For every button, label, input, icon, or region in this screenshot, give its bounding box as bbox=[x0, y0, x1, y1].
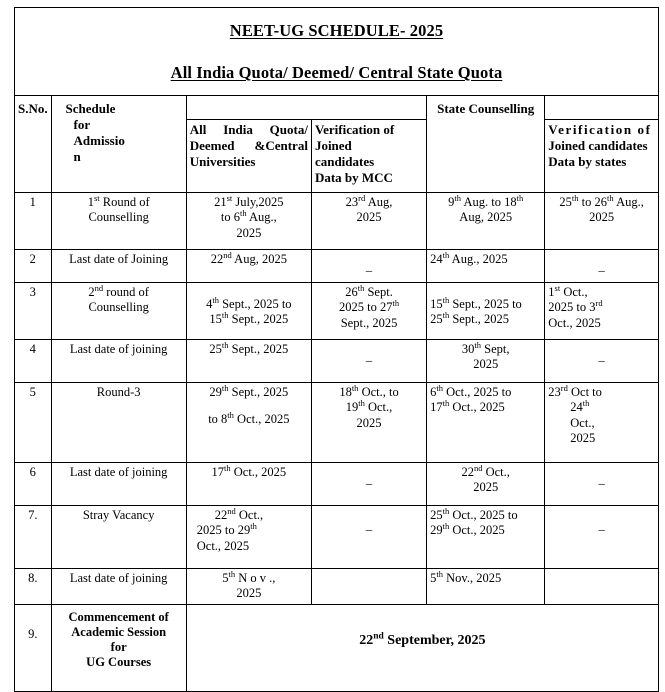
cell-all-india-quota: 21st July,2025 to 6th Aug., 2025 bbox=[186, 193, 311, 250]
header-schedule-line-1: Schedule bbox=[65, 101, 116, 116]
cell-state-counselling: 22nd Oct., 2025 bbox=[427, 463, 545, 506]
grid-container bbox=[15, 96, 659, 692]
cell-all-india-quota: 22nd Oct., 2025 to 29th Oct., 2025 bbox=[186, 506, 311, 569]
cell-verification-states: _ bbox=[545, 463, 658, 506]
cell-sno: 1 bbox=[15, 193, 51, 250]
table-row bbox=[15, 283, 658, 340]
table-row bbox=[15, 340, 658, 383]
table-row bbox=[15, 463, 658, 506]
cell-sno: 7. bbox=[15, 506, 51, 569]
cell-state-counselling: 6th Oct., 2025 to 17th Oct., 2025 bbox=[427, 383, 545, 463]
cell-verification-states: _ bbox=[545, 340, 658, 383]
cell-all-india-quota: 4th Sept., 2025 to 15th Sept., 2025 bbox=[186, 283, 311, 340]
cell-schedule: Round-3 bbox=[51, 383, 186, 463]
cell-commencement-date: 22nd September, 2025 bbox=[186, 604, 658, 691]
header-group-row bbox=[15, 96, 658, 120]
grid-row bbox=[15, 96, 659, 692]
header-schedule-line-3: Admissio bbox=[73, 132, 125, 148]
cell-verification-mcc: 18th Oct., to 19th Oct., 2025 bbox=[311, 383, 426, 463]
cell-sno: 9. bbox=[15, 604, 51, 691]
cell-schedule: Last date of Joining bbox=[51, 250, 186, 283]
table-row bbox=[15, 383, 658, 463]
cell-verification-states: _ bbox=[545, 250, 658, 283]
title-cell bbox=[15, 8, 659, 96]
header-states-line-2: Joined candidates bbox=[548, 137, 648, 153]
cell-sno: 4 bbox=[15, 340, 51, 383]
cell-verification-mcc: _ bbox=[311, 340, 426, 383]
cell-state-counselling: 30th Sept, 2025 bbox=[427, 340, 545, 383]
header-schedule-for-admission bbox=[51, 96, 186, 193]
table-row bbox=[15, 193, 658, 250]
header-states-line-3: Data by states bbox=[548, 153, 627, 169]
header-state-counselling: State Counselling bbox=[427, 96, 545, 193]
header-schedule-line-2: for bbox=[73, 116, 91, 132]
header-verification-mcc bbox=[311, 120, 426, 193]
table-row bbox=[15, 569, 658, 605]
cell-sno: 2 bbox=[15, 250, 51, 283]
cell-all-india-quota: 22nd Aug, 2025 bbox=[186, 250, 311, 283]
schedule-grid bbox=[15, 96, 658, 691]
header-mcc-line-2: Joined bbox=[314, 137, 352, 153]
header-schedule-line-4: n bbox=[73, 148, 81, 164]
table-row bbox=[15, 604, 658, 691]
cell-schedule: Stray Vacancy bbox=[51, 506, 186, 569]
cell-state-counselling: 9th Aug. to 18th Aug, 2025 bbox=[427, 193, 545, 250]
cell-verification-states bbox=[545, 569, 658, 605]
cell-state-counselling: 5th Nov., 2025 bbox=[427, 569, 545, 605]
cell-verification-states: _ bbox=[545, 506, 658, 569]
cell-schedule: Commencement of Academic Session for UG Courses bbox=[51, 604, 186, 691]
header-sno: S.No. bbox=[15, 96, 51, 193]
cell-verification-states: 1st Oct., 2025 to 3rd Oct., 2025 bbox=[545, 283, 658, 340]
cell-sno: 8. bbox=[15, 569, 51, 605]
header-mcc-line-3: candidates bbox=[314, 153, 375, 169]
cell-schedule: 1st Round of Counselling bbox=[51, 193, 186, 250]
cell-schedule: Last date of joining bbox=[51, 340, 186, 383]
table-row bbox=[15, 506, 658, 569]
blank-spacer bbox=[190, 400, 308, 412]
cell-verification-mcc: 23rd Aug, 2025 bbox=[311, 193, 426, 250]
cell-verification-mcc: _ bbox=[311, 463, 426, 506]
header-empty-spacer bbox=[186, 96, 426, 120]
header-states-line-1: Verification of bbox=[548, 122, 652, 137]
cell-schedule: Last date of joining bbox=[51, 463, 186, 506]
header-mcc-line-4: Data by MCC bbox=[314, 169, 393, 185]
header-verification-states bbox=[545, 120, 658, 193]
page-subtitle: All India Quota/ Deemed/ Central State Quota bbox=[170, 63, 503, 82]
cell-all-india-quota: 5th N o v ., 2025 bbox=[186, 569, 311, 605]
header-empty-spacer-right bbox=[545, 96, 658, 120]
cell-verification-mcc bbox=[311, 569, 426, 605]
cell-verification-mcc: _ bbox=[311, 506, 426, 569]
page-title: NEET-UG SCHEDULE- 2025 bbox=[229, 21, 444, 40]
cell-sno: 3 bbox=[15, 283, 51, 340]
cell-schedule: Last date of joining bbox=[51, 569, 186, 605]
table-row bbox=[15, 250, 658, 283]
cell-verification-mcc: 26th Sept. 2025 to 27th Sept., 2025 bbox=[311, 283, 426, 340]
cell-verification-mcc: _ bbox=[311, 250, 426, 283]
cell-state-counselling: 24th Aug., 2025 bbox=[427, 250, 545, 283]
neet-ug-schedule-table bbox=[14, 7, 659, 692]
cell-sno: 6 bbox=[15, 463, 51, 506]
header-all-india-quota: All India Quota/ Deemed &Central Universities bbox=[186, 120, 311, 193]
cell-schedule: 2nd round of Counselling bbox=[51, 283, 186, 340]
cell-sno: 5 bbox=[15, 383, 51, 463]
cell-state-counselling: 15th Sept., 2025 to 25th Sept., 2025 bbox=[427, 283, 545, 340]
cell-all-india-quota: 29th Sept., 2025 to 8th Oct., 2025 bbox=[186, 383, 311, 463]
cell-verification-states: 25th to 26th Aug., 2025 bbox=[545, 193, 658, 250]
cell-all-india-quota: 17th Oct., 2025 bbox=[186, 463, 311, 506]
title-row bbox=[15, 8, 659, 96]
cell-state-counselling: 25th Oct., 2025 to 29th Oct., 2025 bbox=[427, 506, 545, 569]
header-mcc-line-1: Verification of bbox=[314, 122, 395, 137]
cell-verification-states: 23rd Oct to 24th Oct., 2025 bbox=[545, 383, 658, 463]
cell-all-india-quota: 25th Sept., 2025 bbox=[186, 340, 311, 383]
